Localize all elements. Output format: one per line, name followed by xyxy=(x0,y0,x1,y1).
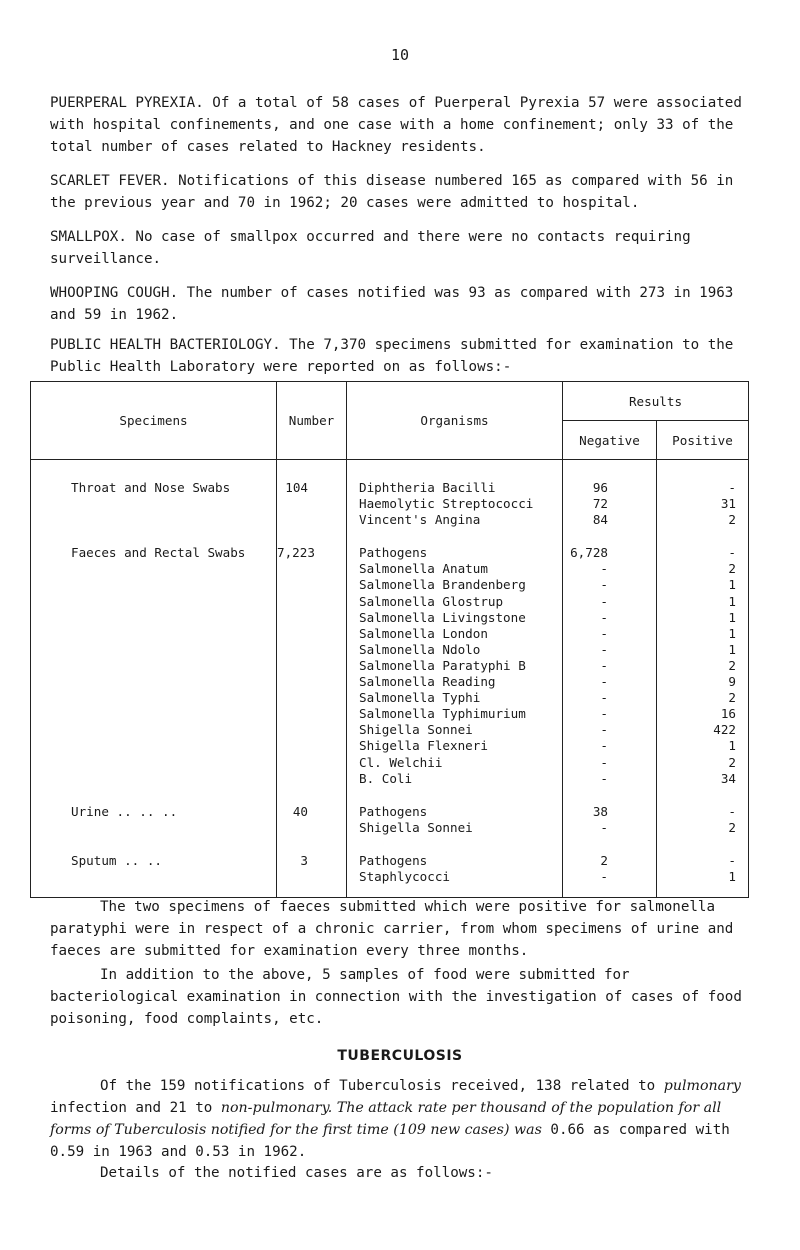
heading-smallpox: SMALLPOX. xyxy=(50,229,127,245)
header-specimens: Specimens xyxy=(31,382,277,460)
column-number xyxy=(277,460,347,898)
number-cell xyxy=(277,706,308,722)
specimen-cell xyxy=(71,755,276,771)
column-negative xyxy=(563,460,657,898)
positive-cell: - xyxy=(728,803,737,819)
specimen-cell xyxy=(71,626,276,642)
tb-text-rates: 0.66 as compared with 0.59 in 1963 and 0.53 in 1962. xyxy=(50,1122,730,1160)
header-results: Results xyxy=(563,382,749,421)
specimen-cell xyxy=(71,610,276,626)
number-cell xyxy=(277,577,308,593)
specimen-cell: Urine .. .. .. xyxy=(71,803,178,819)
negative-cell: - xyxy=(600,868,608,884)
organisms-cell: Shigella Sonnei xyxy=(359,722,473,738)
heading-bacteriology: PUBLIC HEALTH BACTERIOLOGY. xyxy=(50,337,281,353)
negative-cell: 2 xyxy=(600,852,608,868)
number-cell xyxy=(277,610,308,626)
heading-scarlet-fever: SCARLET FEVER. xyxy=(50,173,170,189)
positive-cell: 422 xyxy=(713,722,737,738)
bacteriology-table xyxy=(30,381,749,898)
specimen-cell xyxy=(71,706,276,722)
number-cell xyxy=(277,755,308,771)
specimen-cell xyxy=(71,512,276,528)
paragraph-paratyphi-note: The two specimens of faeces submitted which were positive for salmonella paratyphi were in respect of a chronic carrier, from whom specimens of urine and faeces are submitted for examination every three months. xyxy=(50,899,734,959)
number-cell xyxy=(277,658,308,674)
specimen-cell xyxy=(71,869,276,885)
positive-cell: - xyxy=(728,545,737,561)
positive-cell: 1 xyxy=(728,738,737,754)
text-whooping-cough: The number of cases notified was 93 as compared with 273 in 1963 and 59 in 1962. xyxy=(50,285,734,323)
negative-cell: - xyxy=(600,738,608,754)
organisms-cell: Pathogens xyxy=(359,852,428,868)
number-cell: 3 xyxy=(300,852,308,868)
number-cell xyxy=(277,561,308,577)
table-body-row xyxy=(31,460,749,898)
positive-cell: 2 xyxy=(728,657,737,673)
number-cell xyxy=(277,496,308,512)
organisms-cell: Salmonella Anatum xyxy=(359,561,488,577)
negative-cell: - xyxy=(600,722,608,738)
specimen-cell: Throat and Nose Swabs xyxy=(71,480,231,495)
organisms-cell: Shigella Flexneri xyxy=(359,738,488,754)
number-cell xyxy=(277,820,308,836)
specimen-cell xyxy=(71,642,276,658)
page-number: 10 xyxy=(390,46,410,64)
paragraph-tuberculosis xyxy=(50,1075,760,1163)
positive-cell: 2 xyxy=(728,561,737,577)
organisms-cell: Vincent's Angina xyxy=(359,512,481,528)
negative-cell: - xyxy=(600,690,608,706)
positive-cell: 16 xyxy=(720,706,737,722)
organisms-cell: Salmonella Reading xyxy=(359,674,496,690)
number-cell: 40 xyxy=(292,803,308,819)
negative-cell: 96 xyxy=(592,480,608,495)
negative-cell: 6,728 xyxy=(570,545,608,561)
positive-cell: 9 xyxy=(728,674,737,690)
organisms-cell: Staphlycocci xyxy=(359,868,450,884)
specimen-cell xyxy=(71,577,276,593)
tb-text-c: infection and 21 to xyxy=(50,1100,221,1116)
organisms-cell: Salmonella Typhi xyxy=(359,690,481,706)
number-cell xyxy=(277,690,308,706)
paragraph-scarlet-fever xyxy=(50,170,760,214)
positive-cell: 1 xyxy=(728,577,737,593)
positive-cell: - xyxy=(728,480,737,495)
number-cell xyxy=(277,722,308,738)
negative-cell: - xyxy=(600,770,608,786)
organisms-cell: Salmonella Glostrup xyxy=(359,593,504,609)
organisms-cell: Salmonella Ndolo xyxy=(359,641,481,657)
specimen-cell xyxy=(71,496,276,512)
specimen-cell xyxy=(71,594,276,610)
text-bacteriology: The 7,370 specimens submitted for examination to the Public Health Laboratory were reported on as follows:- xyxy=(50,337,734,375)
specimen-cell xyxy=(71,658,276,674)
specimen-cell xyxy=(71,771,276,787)
paragraph-food-samples: In addition to the above, 5 samples of food were submitted for bacteriological examination in connection with the investigation of cases of food poisoning, food complaints, etc. xyxy=(50,967,742,1027)
specimen-cell xyxy=(71,820,276,836)
paragraph-whooping-cough xyxy=(50,282,760,326)
number-cell xyxy=(277,738,308,754)
paragraph-details-follow: Details of the notified cases are as follows:- xyxy=(100,1165,493,1181)
negative-cell: - xyxy=(600,754,608,770)
negative-cell: - xyxy=(600,577,608,593)
organisms-cell: Salmonella Brandenberg xyxy=(359,577,526,593)
negative-cell: - xyxy=(600,819,608,835)
positive-cell: 1 xyxy=(728,609,737,625)
negative-cell: 84 xyxy=(592,512,608,528)
number-cell xyxy=(277,642,308,658)
heading-whooping-cough: WHOOPING COUGH. xyxy=(50,285,179,301)
paragraph-bacteriology xyxy=(50,334,760,378)
heading-puerperal-pyrexia: PUERPERAL PYREXIA. xyxy=(50,95,204,111)
negative-cell: - xyxy=(600,706,608,722)
organisms-cell: Salmonella Paratyphi B xyxy=(359,657,526,673)
organisms-cell: Haemolytic Streptococci xyxy=(359,496,534,512)
organisms-cell: Shigella Sonnei xyxy=(359,819,473,835)
positive-cell: - xyxy=(728,852,737,868)
positive-cell: 1 xyxy=(728,593,737,609)
organisms-cell: Cl. Welchii xyxy=(359,754,443,770)
organisms-cell: Diphtheria Bacilli xyxy=(359,480,496,495)
negative-cell: - xyxy=(600,641,608,657)
positive-cell: 34 xyxy=(720,770,737,786)
number-cell xyxy=(277,626,308,642)
specimen-cell: Faeces and Rectal Swabs xyxy=(71,545,246,561)
header-positive: Positive xyxy=(657,421,749,460)
text-smallpox: No case of smallpox occurred and there were no contacts requiring surveillance. xyxy=(50,229,691,267)
positive-cell: 2 xyxy=(728,819,737,835)
negative-cell: - xyxy=(600,593,608,609)
organisms-cell: Salmonella Livingstone xyxy=(359,609,526,625)
column-specimen xyxy=(31,460,277,898)
header-number: Number xyxy=(277,382,347,460)
negative-cell: - xyxy=(600,657,608,673)
column-organisms xyxy=(347,460,563,898)
number-cell: 7,223 xyxy=(277,545,315,561)
positive-cell: 1 xyxy=(728,625,737,641)
negative-cell: 38 xyxy=(592,803,608,819)
tb-text-attack-rate: The attack rate per thousand of the population for all forms of Tuberculosis notified for the first time (109 new cases) was xyxy=(50,1100,722,1138)
number-cell xyxy=(277,512,308,528)
positive-cell: 2 xyxy=(728,690,737,706)
positive-cell: 1 xyxy=(728,868,737,884)
header-organisms: Organisms xyxy=(347,382,563,460)
paragraph-puerperal-pyrexia xyxy=(50,92,760,158)
specimen-cell xyxy=(71,722,276,738)
number-cell: 104 xyxy=(285,480,308,495)
specimen-cell xyxy=(71,561,276,577)
specimen-cell xyxy=(71,674,276,690)
header-negative: Negative xyxy=(563,421,657,460)
positive-cell: 1 xyxy=(728,641,737,657)
number-cell xyxy=(277,594,308,610)
positive-cell: 2 xyxy=(728,754,737,770)
tuberculosis-title: TUBERCULOSIS xyxy=(337,1048,463,1064)
tb-text-non-pulmonary: non-pulmonary. xyxy=(220,1100,333,1116)
organisms-cell: Pathogens xyxy=(359,545,428,561)
negative-cell: - xyxy=(600,674,608,690)
organisms-cell: Pathogens xyxy=(359,803,428,819)
organisms-cell: B. Coli xyxy=(359,770,413,786)
specimen-cell xyxy=(71,738,276,754)
number-cell xyxy=(277,869,308,885)
negative-cell: 72 xyxy=(592,496,608,512)
positive-cell: 31 xyxy=(720,496,737,512)
paragraph-smallpox xyxy=(50,226,760,270)
text-puerperal-pyrexia: Of a total of 58 cases of Puerperal Pyrexia 57 were associated with hospital confinements, and one case with a home confinement; only 33 of the total number of cases related to Hackney residents. xyxy=(50,95,742,155)
negative-cell: - xyxy=(600,561,608,577)
positive-cell: 2 xyxy=(728,512,737,528)
negative-cell: - xyxy=(600,625,608,641)
tb-text-pulmonary: pulmonary xyxy=(663,1078,741,1094)
specimen-cell xyxy=(71,690,276,706)
text-scarlet-fever: Notifications of this disease numbered 165 as compared with 56 in the previous year and 70 in 1962; 20 cases were admitted to hospital. xyxy=(50,173,734,211)
negative-cell: - xyxy=(600,609,608,625)
organisms-cell: Salmonella London xyxy=(359,625,488,641)
tb-text-a: Of the 159 notifications of Tuberculosis received, 138 related to xyxy=(100,1078,664,1094)
number-cell xyxy=(277,771,308,787)
number-cell xyxy=(277,674,308,690)
specimen-cell: Sputum .. .. xyxy=(71,852,162,868)
column-positive xyxy=(657,460,749,898)
organisms-cell: Salmonella Typhimurium xyxy=(359,706,526,722)
